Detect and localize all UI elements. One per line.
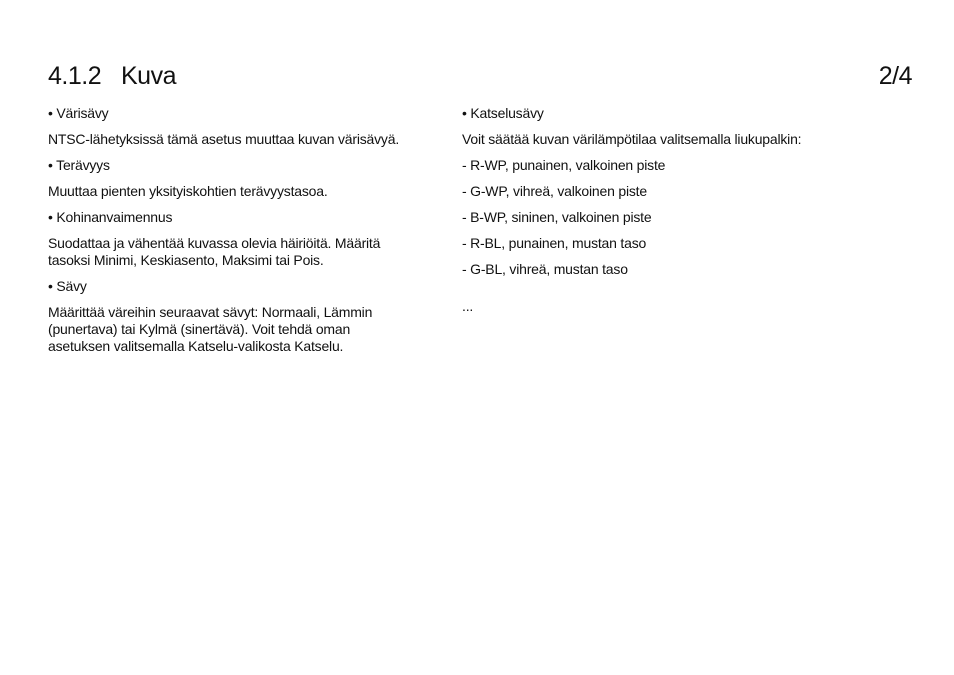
page-title: Kuva xyxy=(121,62,176,90)
section-number: 4.1.2 xyxy=(48,62,102,90)
right-column xyxy=(462,105,882,315)
teravyys-heading: • Terävyys xyxy=(48,157,110,173)
option-r-bl: - R-BL, punainen, mustan taso xyxy=(462,235,647,251)
kohinanvaimennus-heading: • Kohinanvaimennus xyxy=(48,209,173,225)
page-header xyxy=(48,60,912,94)
option-r-wp: - R-WP, punainen, valkoinen piste xyxy=(462,157,666,173)
varisavy-heading: • Värisävy xyxy=(48,105,109,121)
option-g-bl: - G-BL, vihreä, mustan taso xyxy=(462,261,628,277)
katselusavy-heading: • Katselusävy xyxy=(462,105,544,121)
option-g-wp: - G-WP, vihreä, valkoinen piste xyxy=(462,183,647,199)
kohinanvaimennus-text-line-2: tasoksi Minimi, Keskiasento, Maksimi tai Pois. xyxy=(48,252,324,268)
savy-text-line-1: Määrittää väreihin seuraavat sävyt: Normaali, Lämmin xyxy=(48,304,373,320)
kohinanvaimennus-text-line-1: Suodattaa ja vähentää kuvassa olevia häiriöitä. Määritä xyxy=(48,235,381,251)
continuation-ellipsis: ... xyxy=(462,298,474,314)
savy-text-line-2: (punertava) tai Kylmä (sinertävä). Voit tehdä oman xyxy=(48,321,351,337)
option-b-wp: - B-WP, sininen, valkoinen piste xyxy=(462,209,652,225)
page-indicator: 2/4 xyxy=(878,62,912,90)
savy-heading: • Sävy xyxy=(48,278,87,294)
katselusavy-intro: Voit säätää kuvan värilämpötilaa valitsemalla liukupalkin: xyxy=(462,131,802,147)
left-column xyxy=(48,105,428,355)
teravyys-text: Muuttaa pienten yksityiskohtien terävyystasoa. xyxy=(48,183,328,199)
savy-text-line-3: asetuksen valitsemalla Katselu-valikosta Katselu. xyxy=(48,338,344,354)
varisavy-text: NTSC-lähetyksissä tämä asetus muuttaa kuvan värisävyä. xyxy=(48,131,400,147)
